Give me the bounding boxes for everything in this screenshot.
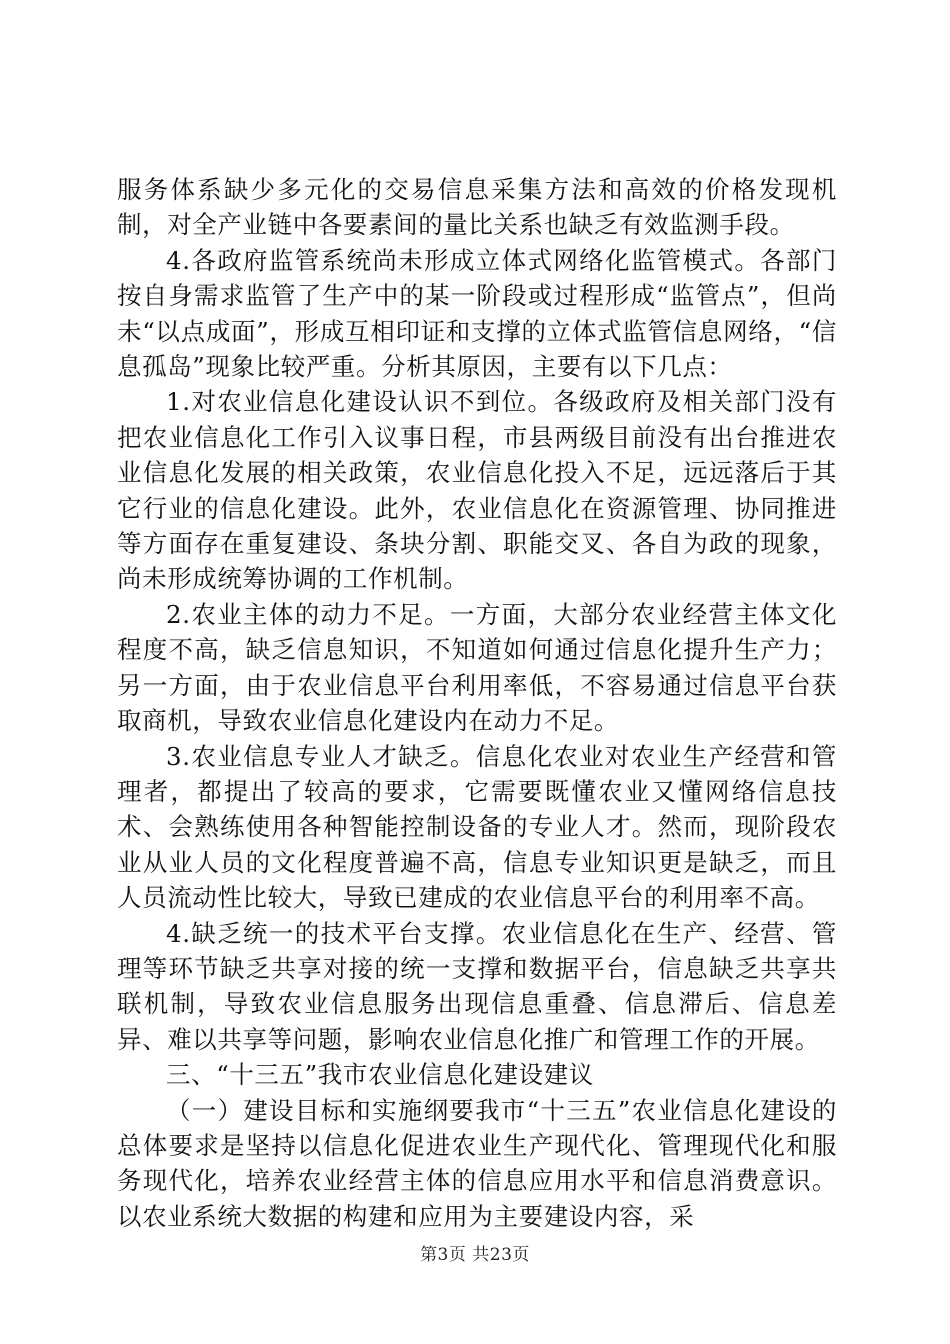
paragraph-reason-3: 3.农业信息专业人才缺乏。信息化农业对农业生产经营和管理者，都提出了较高的要求，它需要既懂农业又懂网络信息技术、会熟练使用各种智能控制设备的专业人才。然而，现阶段农业从业人员的文化程度普遍不高，信息专业知识更是缺乏，而且人员流动性比较大，导致已建成的农业信息平台的利用率不高。 [117,741,837,913]
document-body [117,172,837,1234]
paragraph-reason-2: 2.农业主体的动力不足。一方面，大部分农业经营主体文化程度不高，缺乏信息知识，不知道如何通过信息化提升生产力；另一方面，由于农业信息平台利用率低，不容易通过信息平台获取商机，导致农业信息化建设内在动力不足。 [117,599,837,736]
paragraph-reason-4: 4.缺乏统一的技术平台支撑。农业信息化在生产、经营、管理等环节缺乏共享对接的统一支撑和数据平台，信息缺乏共享共联机制，导致农业信息服务出现信息重叠、信息滞后、信息差异、难以共享等问题，影响农业信息化推广和管理工作的开展。 [117,918,837,1054]
paragraph-goals: （一）建设目标和实施纲要我市“十三五”农业信息化建设的总体要求是坚持以信息化促进农业生产现代化、管理现代化和服务现代化，培养农业经营主体的信息应用水平和信息消费意识。以农业系统大数据的构建和应用为主要建设内容，采 [117,1095,837,1231]
paragraph-continuation: 服务体系缺少多元化的交易信息采集方法和高效的价格发现机制，对全产业链中各要素间的量比关系也缺乏有效监测手段。 [117,175,837,240]
section-heading-3: 三、“十三五”我市农业信息化建设建议 [166,1060,594,1090]
paragraph-point-4-regulation: 4.各政府监管系统尚未形成立体式网络化监管模式。各部门按自身需求监管了生产中的某一阶段或过程形成“监管点”，但尚未“以点成面”，形成互相印证和支撑的立体式监管信息网络，“信息孤岛”现象比较严重。分析其原因，主要有以下几点： [117,245,837,382]
page-number-footer: 第3页 共23页 [420,1245,530,1265]
paragraph-reason-1: 1.对农业信息化建设认识不到位。各级政府及相关部门没有把农业信息化工作引入议事日程，市县两级目前没有出台推进农业信息化发展的相关政策，农业信息化投入不足，远远落后于其它行业的信息化建设。此外，农业信息化在资源管理、协同推进等方面存在重复建设、条块分割、职能交叉、各自为政的现象，尚未形成统筹协调的工作机制。 [117,387,837,594]
